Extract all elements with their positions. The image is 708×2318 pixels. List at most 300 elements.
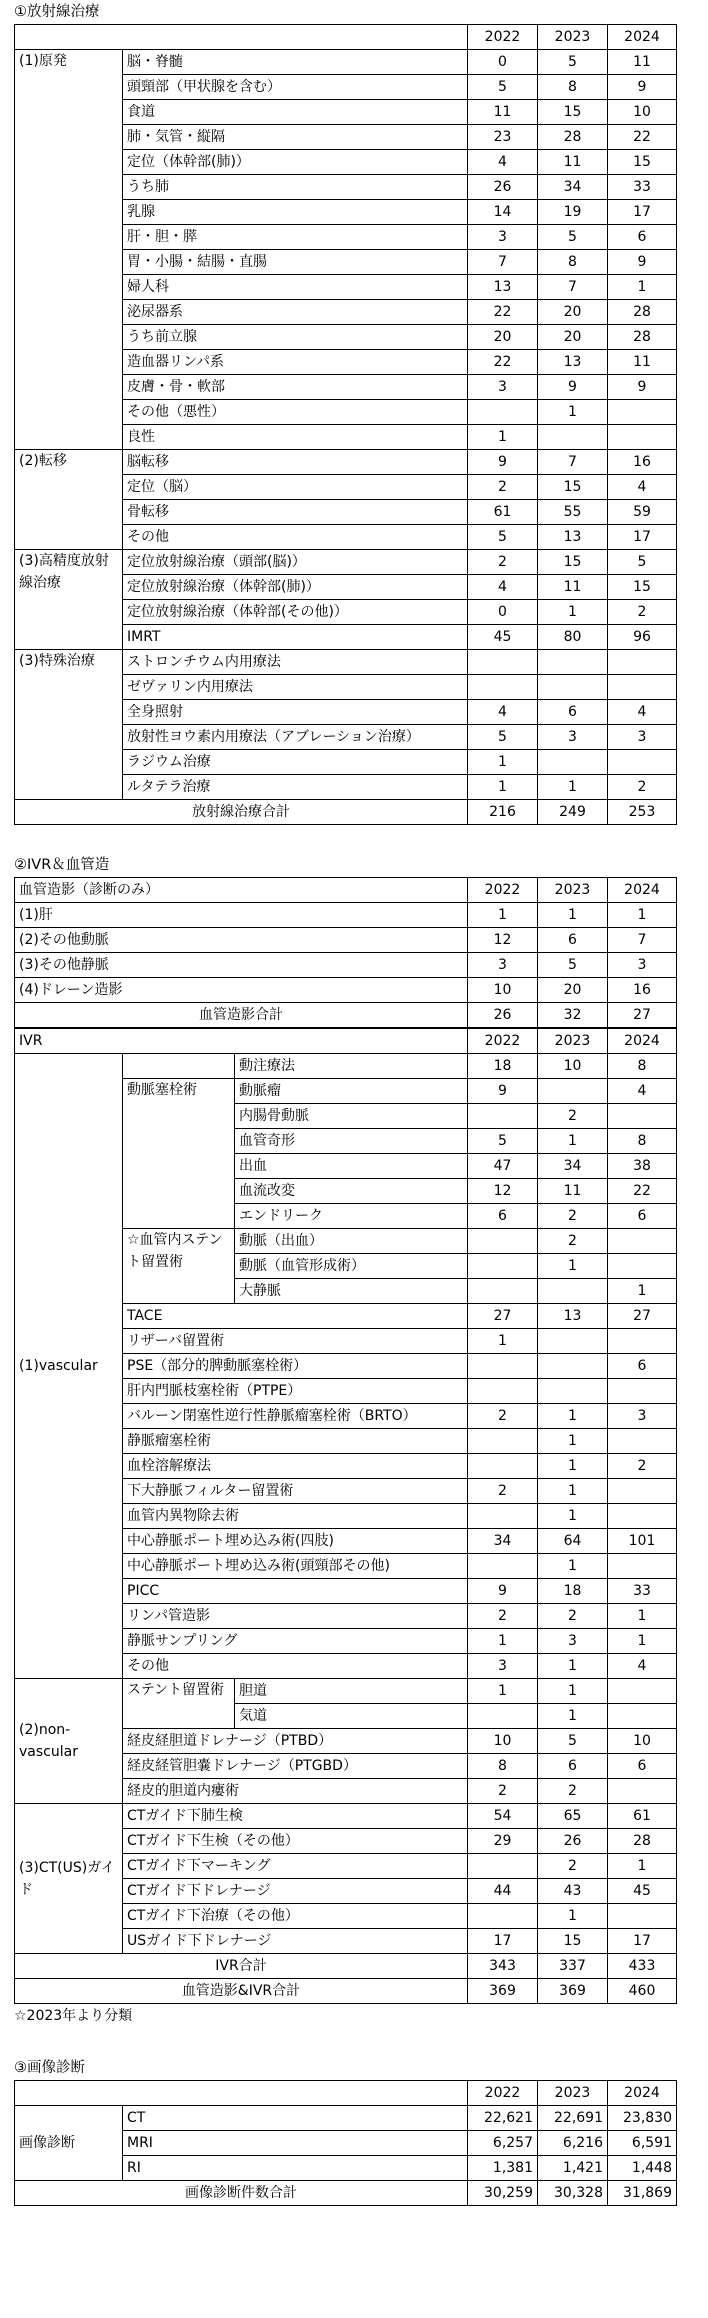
value-cell (608, 1679, 677, 1704)
value-cell: 1 (608, 1279, 677, 1304)
value-cell: 10 (538, 1054, 608, 1079)
group-label: 画像診断 (15, 2106, 123, 2181)
value-cell: 22,691 (538, 2106, 608, 2131)
value-cell: 10 (608, 1729, 677, 1754)
value-cell (468, 1354, 538, 1379)
value-cell: 33 (608, 1579, 677, 1604)
row-label: (3)その他静脈 (15, 953, 468, 978)
row-label: RI (123, 2156, 468, 2181)
value-cell (468, 675, 538, 700)
value-cell: 3 (608, 1404, 677, 1429)
header-row (15, 878, 677, 903)
value-cell: 28 (608, 1829, 677, 1854)
ivr-table (14, 1028, 677, 2004)
row-label: 血流改変 (235, 1179, 468, 1204)
value-cell: 22 (468, 300, 538, 325)
row-label: 頭頸部（甲状腺を含む） (123, 75, 468, 100)
value-cell (608, 650, 677, 675)
group-label: (3)CT(US)ガイド (15, 1804, 123, 1954)
value-cell: 1 (608, 903, 677, 928)
value-cell (608, 400, 677, 425)
table-row (15, 1054, 677, 1079)
subgroup-label: 動脈塞栓術 (123, 1079, 235, 1229)
value-cell (538, 1354, 608, 1379)
value-cell: 22 (608, 1179, 677, 1204)
value-cell: 22 (608, 125, 677, 150)
value-cell: 7 (538, 450, 608, 475)
value-cell: 7 (468, 250, 538, 275)
value-cell: 64 (538, 1529, 608, 1554)
value-cell: 1 (538, 1129, 608, 1154)
value-cell: 44 (468, 1879, 538, 1904)
value-cell: 7 (608, 928, 677, 953)
value-cell: 2 (608, 600, 677, 625)
value-cell (608, 1104, 677, 1129)
value-cell: 6 (538, 1754, 608, 1779)
row-label: ゼヴァリン内用療法 (123, 675, 468, 700)
value-cell: 11 (608, 350, 677, 375)
value-cell: 253 (608, 800, 677, 825)
value-cell: 2 (468, 1479, 538, 1504)
value-cell: 13 (468, 275, 538, 300)
row-label: 皮膚・骨・軟部 (123, 375, 468, 400)
value-cell: 1 (538, 1404, 608, 1429)
value-cell: 14 (468, 200, 538, 225)
row-label: 血管内異物除去術 (123, 1504, 468, 1529)
value-cell: 4 (468, 150, 538, 175)
year-header: 2023 (538, 25, 608, 50)
value-cell: 6 (608, 225, 677, 250)
row-label: 肺・気管・縦隔 (123, 125, 468, 150)
row-label: 婦人科 (123, 275, 468, 300)
value-cell: 4 (468, 575, 538, 600)
total-label: 血管造影&IVR合計 (15, 1979, 468, 2004)
year-header: 2023 (538, 1029, 608, 1054)
row-label: 静脈サンプリング (123, 1629, 468, 1654)
row-label: 動脈（血管形成術） (235, 1254, 468, 1279)
row-label: 気道 (235, 1704, 468, 1729)
value-cell (468, 1254, 538, 1279)
value-cell: 1 (538, 1479, 608, 1504)
value-cell: 28 (538, 125, 608, 150)
value-cell: 26 (468, 1003, 538, 1028)
value-cell: 10 (468, 1729, 538, 1754)
row-label: 経皮経胆道ドレナージ（PTBD） (123, 1729, 468, 1754)
value-cell: 1 (468, 1329, 538, 1354)
value-cell: 12 (468, 928, 538, 953)
value-cell: 43 (538, 1879, 608, 1904)
row-label: 内腸骨動脈 (235, 1104, 468, 1129)
value-cell: 3 (538, 1629, 608, 1654)
value-cell: 4 (608, 700, 677, 725)
value-cell: 0 (468, 50, 538, 75)
value-cell: 34 (468, 1529, 538, 1554)
row-label: 経皮経管胆嚢ドレナージ（PTGBD） (123, 1754, 468, 1779)
value-cell (468, 1504, 538, 1529)
value-cell: 6 (608, 1754, 677, 1779)
row-label: 骨転移 (123, 500, 468, 525)
value-cell: 16 (608, 450, 677, 475)
value-cell (468, 1104, 538, 1129)
year-header: 2022 (468, 25, 538, 50)
value-cell: 22 (468, 350, 538, 375)
value-cell: 26 (468, 175, 538, 200)
row-label: ルタテラ治療 (123, 775, 468, 800)
row-label: 胃・小腸・結腸・直腸 (123, 250, 468, 275)
value-cell: 1 (468, 1679, 538, 1704)
row-label: (1)肝 (15, 903, 468, 928)
row-label: 食道 (123, 100, 468, 125)
value-cell: 9 (468, 1079, 538, 1104)
table-row (15, 953, 677, 978)
value-cell: 20 (538, 300, 608, 325)
value-cell: 8 (608, 1054, 677, 1079)
year-header: 2024 (608, 25, 677, 50)
table-row (15, 903, 677, 928)
table-row (15, 2106, 677, 2131)
value-cell: 3 (538, 725, 608, 750)
row-label: 血管奇形 (235, 1129, 468, 1154)
value-cell: 0 (468, 600, 538, 625)
value-cell (608, 1504, 677, 1529)
value-cell: 433 (608, 1954, 677, 1979)
value-cell (468, 1229, 538, 1254)
value-cell (608, 1554, 677, 1579)
value-cell (608, 675, 677, 700)
value-cell: 45 (608, 1879, 677, 1904)
value-cell: 1 (468, 903, 538, 928)
total-label: 画像診断件数合計 (15, 2181, 468, 2206)
value-cell (468, 1854, 538, 1879)
row-label: 中心静脈ポート埋め込み術(四肢) (123, 1529, 468, 1554)
value-cell: 8 (608, 1129, 677, 1154)
value-cell: 10 (608, 100, 677, 125)
value-cell: 6,591 (608, 2131, 677, 2156)
value-cell: 17 (608, 525, 677, 550)
value-cell (608, 750, 677, 775)
classification-note: ☆2023年より分類 (14, 2008, 133, 2024)
row-label: 脳転移 (123, 450, 468, 475)
value-cell: 17 (468, 1929, 538, 1954)
row-label: CTガイド下治療（その他） (123, 1904, 468, 1929)
row-label: 定位放射線治療（頭部(脳)） (123, 550, 468, 575)
value-cell (468, 1279, 538, 1304)
year-header: 2023 (538, 878, 608, 903)
subgroup-label: ステント留置術 (123, 1679, 235, 1729)
value-cell: 4 (608, 1079, 677, 1104)
value-cell: 34 (538, 1154, 608, 1179)
value-cell: 8 (538, 75, 608, 100)
row-label: その他（悪性） (123, 400, 468, 425)
total-label: IVR合計 (15, 1954, 468, 1979)
row-label: 乳腺 (123, 200, 468, 225)
value-cell: 13 (538, 350, 608, 375)
value-cell: 26 (538, 1829, 608, 1854)
value-cell: 1 (538, 903, 608, 928)
value-cell: 1,421 (538, 2156, 608, 2181)
group-label: (3)高精度放射線治療 (15, 550, 123, 650)
value-cell: 5 (468, 1129, 538, 1154)
value-cell: 2 (468, 550, 538, 575)
value-cell: 2 (608, 1454, 677, 1479)
value-cell: 15 (608, 575, 677, 600)
value-cell: 5 (538, 225, 608, 250)
total-row (15, 1003, 677, 1028)
value-cell: 27 (608, 1304, 677, 1329)
value-cell: 2 (538, 1104, 608, 1129)
value-cell: 1 (608, 1629, 677, 1654)
value-cell: 1 (538, 1679, 608, 1704)
value-cell: 13 (538, 525, 608, 550)
row-label: 血栓溶解療法 (123, 1454, 468, 1479)
value-cell: 27 (468, 1304, 538, 1329)
value-cell: 5 (468, 725, 538, 750)
value-cell: 11 (538, 1179, 608, 1204)
value-cell: 343 (468, 1954, 538, 1979)
row-label: うち肺 (123, 175, 468, 200)
imaging-table (14, 2080, 677, 2206)
value-cell: 1 (538, 1704, 608, 1729)
value-cell: 1 (538, 1254, 608, 1279)
row-label: 経皮的胆道内瘻術 (123, 1779, 468, 1804)
value-cell: 9 (608, 375, 677, 400)
row-label: 中心静脈ポート埋め込み術(頭頸部その他) (123, 1554, 468, 1579)
row-label: 定位放射線治療（体幹部(肺)） (123, 575, 468, 600)
value-cell: 4 (608, 1654, 677, 1679)
value-cell: 5 (538, 1729, 608, 1754)
value-cell (468, 1904, 538, 1929)
total-row (15, 2181, 677, 2206)
value-cell: 1 (538, 775, 608, 800)
row-label: (4)ドレーン造影 (15, 978, 468, 1003)
group-label: (2)転移 (15, 450, 123, 550)
table-row (15, 978, 677, 1003)
row-label: 放射性ヨウ素内用療法（アブレーション治療） (123, 725, 468, 750)
value-cell: 17 (608, 200, 677, 225)
value-cell: 9 (608, 250, 677, 275)
value-cell: 1 (608, 275, 677, 300)
year-header: 2022 (468, 2081, 538, 2106)
value-cell (608, 1779, 677, 1804)
value-cell: 101 (608, 1529, 677, 1554)
value-cell (608, 1329, 677, 1354)
blank-cell (123, 1054, 235, 1079)
row-label: CTガイド下マーキング (123, 1854, 468, 1879)
row-label: CT (123, 2106, 468, 2131)
value-cell (468, 1454, 538, 1479)
value-cell: 11 (538, 575, 608, 600)
total-row (15, 800, 677, 825)
header-row (15, 2081, 677, 2106)
value-cell: 460 (608, 1979, 677, 2004)
value-cell: 2 (538, 1854, 608, 1879)
value-cell: 3 (468, 225, 538, 250)
value-cell: 15 (538, 550, 608, 575)
value-cell: 22,621 (468, 2106, 538, 2131)
subgroup-label: ☆血管内ステント留置術 (123, 1229, 235, 1304)
table-row (15, 928, 677, 953)
row-label: バルーン閉塞性逆行性静脈瘤塞栓術（BRTO） (123, 1404, 468, 1429)
value-cell: 2 (468, 475, 538, 500)
value-cell: 18 (468, 1054, 538, 1079)
value-cell: 3 (468, 1654, 538, 1679)
value-cell: 38 (608, 1154, 677, 1179)
value-cell: 9 (468, 1579, 538, 1604)
value-cell: 5 (538, 953, 608, 978)
value-cell: 6 (468, 1204, 538, 1229)
value-cell: 2 (538, 1204, 608, 1229)
value-cell: 4 (468, 700, 538, 725)
header-row (15, 1029, 677, 1054)
row-label: 肝・胆・膵 (123, 225, 468, 250)
value-cell: 9 (468, 450, 538, 475)
group-label: (1)vascular (15, 1054, 123, 1679)
value-cell: 369 (538, 1979, 608, 2004)
value-cell: 1 (538, 400, 608, 425)
value-cell: 1 (538, 1454, 608, 1479)
value-cell (608, 1479, 677, 1504)
row-label: その他 (123, 1654, 468, 1679)
value-cell: 8 (538, 250, 608, 275)
year-header: 2024 (608, 1029, 677, 1054)
angio-header: 血管造影（診断のみ） (15, 878, 468, 903)
blank-cell (15, 25, 468, 50)
value-cell: 8 (468, 1754, 538, 1779)
value-cell (538, 425, 608, 450)
value-cell: 1,381 (468, 2156, 538, 2181)
value-cell: 9 (538, 375, 608, 400)
value-cell (468, 400, 538, 425)
value-cell: 3 (608, 725, 677, 750)
value-cell: 54 (468, 1804, 538, 1829)
value-cell (468, 650, 538, 675)
value-cell (538, 1079, 608, 1104)
value-cell: 5 (468, 525, 538, 550)
radiation-section-title: ①放射線治療 (14, 4, 100, 20)
value-cell: 5 (608, 550, 677, 575)
row-label: PICC (123, 1579, 468, 1604)
value-cell (538, 1379, 608, 1404)
header-row (15, 25, 677, 50)
value-cell: 2 (468, 1779, 538, 1804)
value-cell: 1 (538, 1654, 608, 1679)
row-label: リザーバ留置術 (123, 1329, 468, 1354)
value-cell: 6 (608, 1354, 677, 1379)
value-cell: 17 (608, 1929, 677, 1954)
value-cell: 7 (538, 275, 608, 300)
value-cell: 1 (468, 775, 538, 800)
value-cell: 1 (608, 1854, 677, 1879)
value-cell: 11 (468, 100, 538, 125)
value-cell: 2 (608, 775, 677, 800)
row-label: 動注療法 (235, 1054, 468, 1079)
table-row (15, 1679, 677, 1704)
row-label: 泌尿器系 (123, 300, 468, 325)
year-header: 2022 (468, 1029, 538, 1054)
row-label: ラジウム治療 (123, 750, 468, 775)
value-cell (468, 1429, 538, 1454)
row-label: 造血器リンパ系 (123, 350, 468, 375)
row-label: 肝内門脈枝塞栓術（PTPE） (123, 1379, 468, 1404)
total-row (15, 1979, 677, 2004)
value-cell: 1 (608, 1604, 677, 1629)
table-row (15, 550, 677, 575)
value-cell: 12 (468, 1179, 538, 1204)
row-label: リンパ管造影 (123, 1604, 468, 1629)
value-cell: 4 (608, 475, 677, 500)
table-row (15, 450, 677, 475)
value-cell: 30,259 (468, 2181, 538, 2206)
value-cell: 80 (538, 625, 608, 650)
value-cell (608, 1229, 677, 1254)
row-label: PSE（部分的脾動脈塞栓術） (123, 1354, 468, 1379)
value-cell: 5 (468, 75, 538, 100)
row-label: 出血 (235, 1154, 468, 1179)
angio-table (14, 877, 677, 1028)
ivr-header: IVR (15, 1029, 468, 1054)
value-cell: 30,328 (538, 2181, 608, 2206)
value-cell: 15 (538, 1929, 608, 1954)
ivr-section-title: ②IVR＆血管造 (14, 857, 110, 873)
value-cell: 61 (608, 1804, 677, 1829)
value-cell: 23 (468, 125, 538, 150)
row-label: 全身照射 (123, 700, 468, 725)
row-label: 静脈瘤塞栓術 (123, 1429, 468, 1454)
value-cell: 18 (538, 1579, 608, 1604)
value-cell: 9 (608, 75, 677, 100)
value-cell: 216 (468, 800, 538, 825)
value-cell: 2 (538, 1229, 608, 1254)
row-label: MRI (123, 2131, 468, 2156)
row-label: 定位放射線治療（体幹部(その他)） (123, 600, 468, 625)
row-label: (2)その他動脈 (15, 928, 468, 953)
value-cell: 32 (538, 1003, 608, 1028)
row-label: ストロンチウム内用療法 (123, 650, 468, 675)
group-label: (1)原発 (15, 50, 123, 450)
value-cell: 47 (468, 1154, 538, 1179)
value-cell: 15 (538, 100, 608, 125)
value-cell: 2 (538, 1779, 608, 1804)
value-cell: 11 (538, 150, 608, 175)
value-cell: 34 (538, 175, 608, 200)
value-cell (608, 1904, 677, 1929)
row-label: 脳・脊髄 (123, 50, 468, 75)
value-cell: 13 (538, 1304, 608, 1329)
row-label: 動脈瘤 (235, 1079, 468, 1104)
row-label: USガイド下ドレナージ (123, 1929, 468, 1954)
year-header: 2024 (608, 2081, 677, 2106)
value-cell (468, 1379, 538, 1404)
row-label: 定位（体幹部(肺)） (123, 150, 468, 175)
value-cell: 249 (538, 800, 608, 825)
radiation-table (14, 24, 677, 825)
value-cell (608, 1429, 677, 1454)
value-cell: 6,216 (538, 2131, 608, 2156)
value-cell: 2 (468, 1404, 538, 1429)
value-cell: 1 (468, 425, 538, 450)
value-cell: 55 (538, 500, 608, 525)
value-cell (468, 1704, 538, 1729)
value-cell: 27 (608, 1003, 677, 1028)
row-label: 定位（脳） (123, 475, 468, 500)
value-cell: 337 (538, 1954, 608, 1979)
table-row (15, 50, 677, 75)
value-cell: 1 (538, 1904, 608, 1929)
row-label: CTガイド下生検（その他） (123, 1829, 468, 1854)
value-cell (538, 1279, 608, 1304)
value-cell: 15 (608, 150, 677, 175)
value-cell: 6 (538, 700, 608, 725)
